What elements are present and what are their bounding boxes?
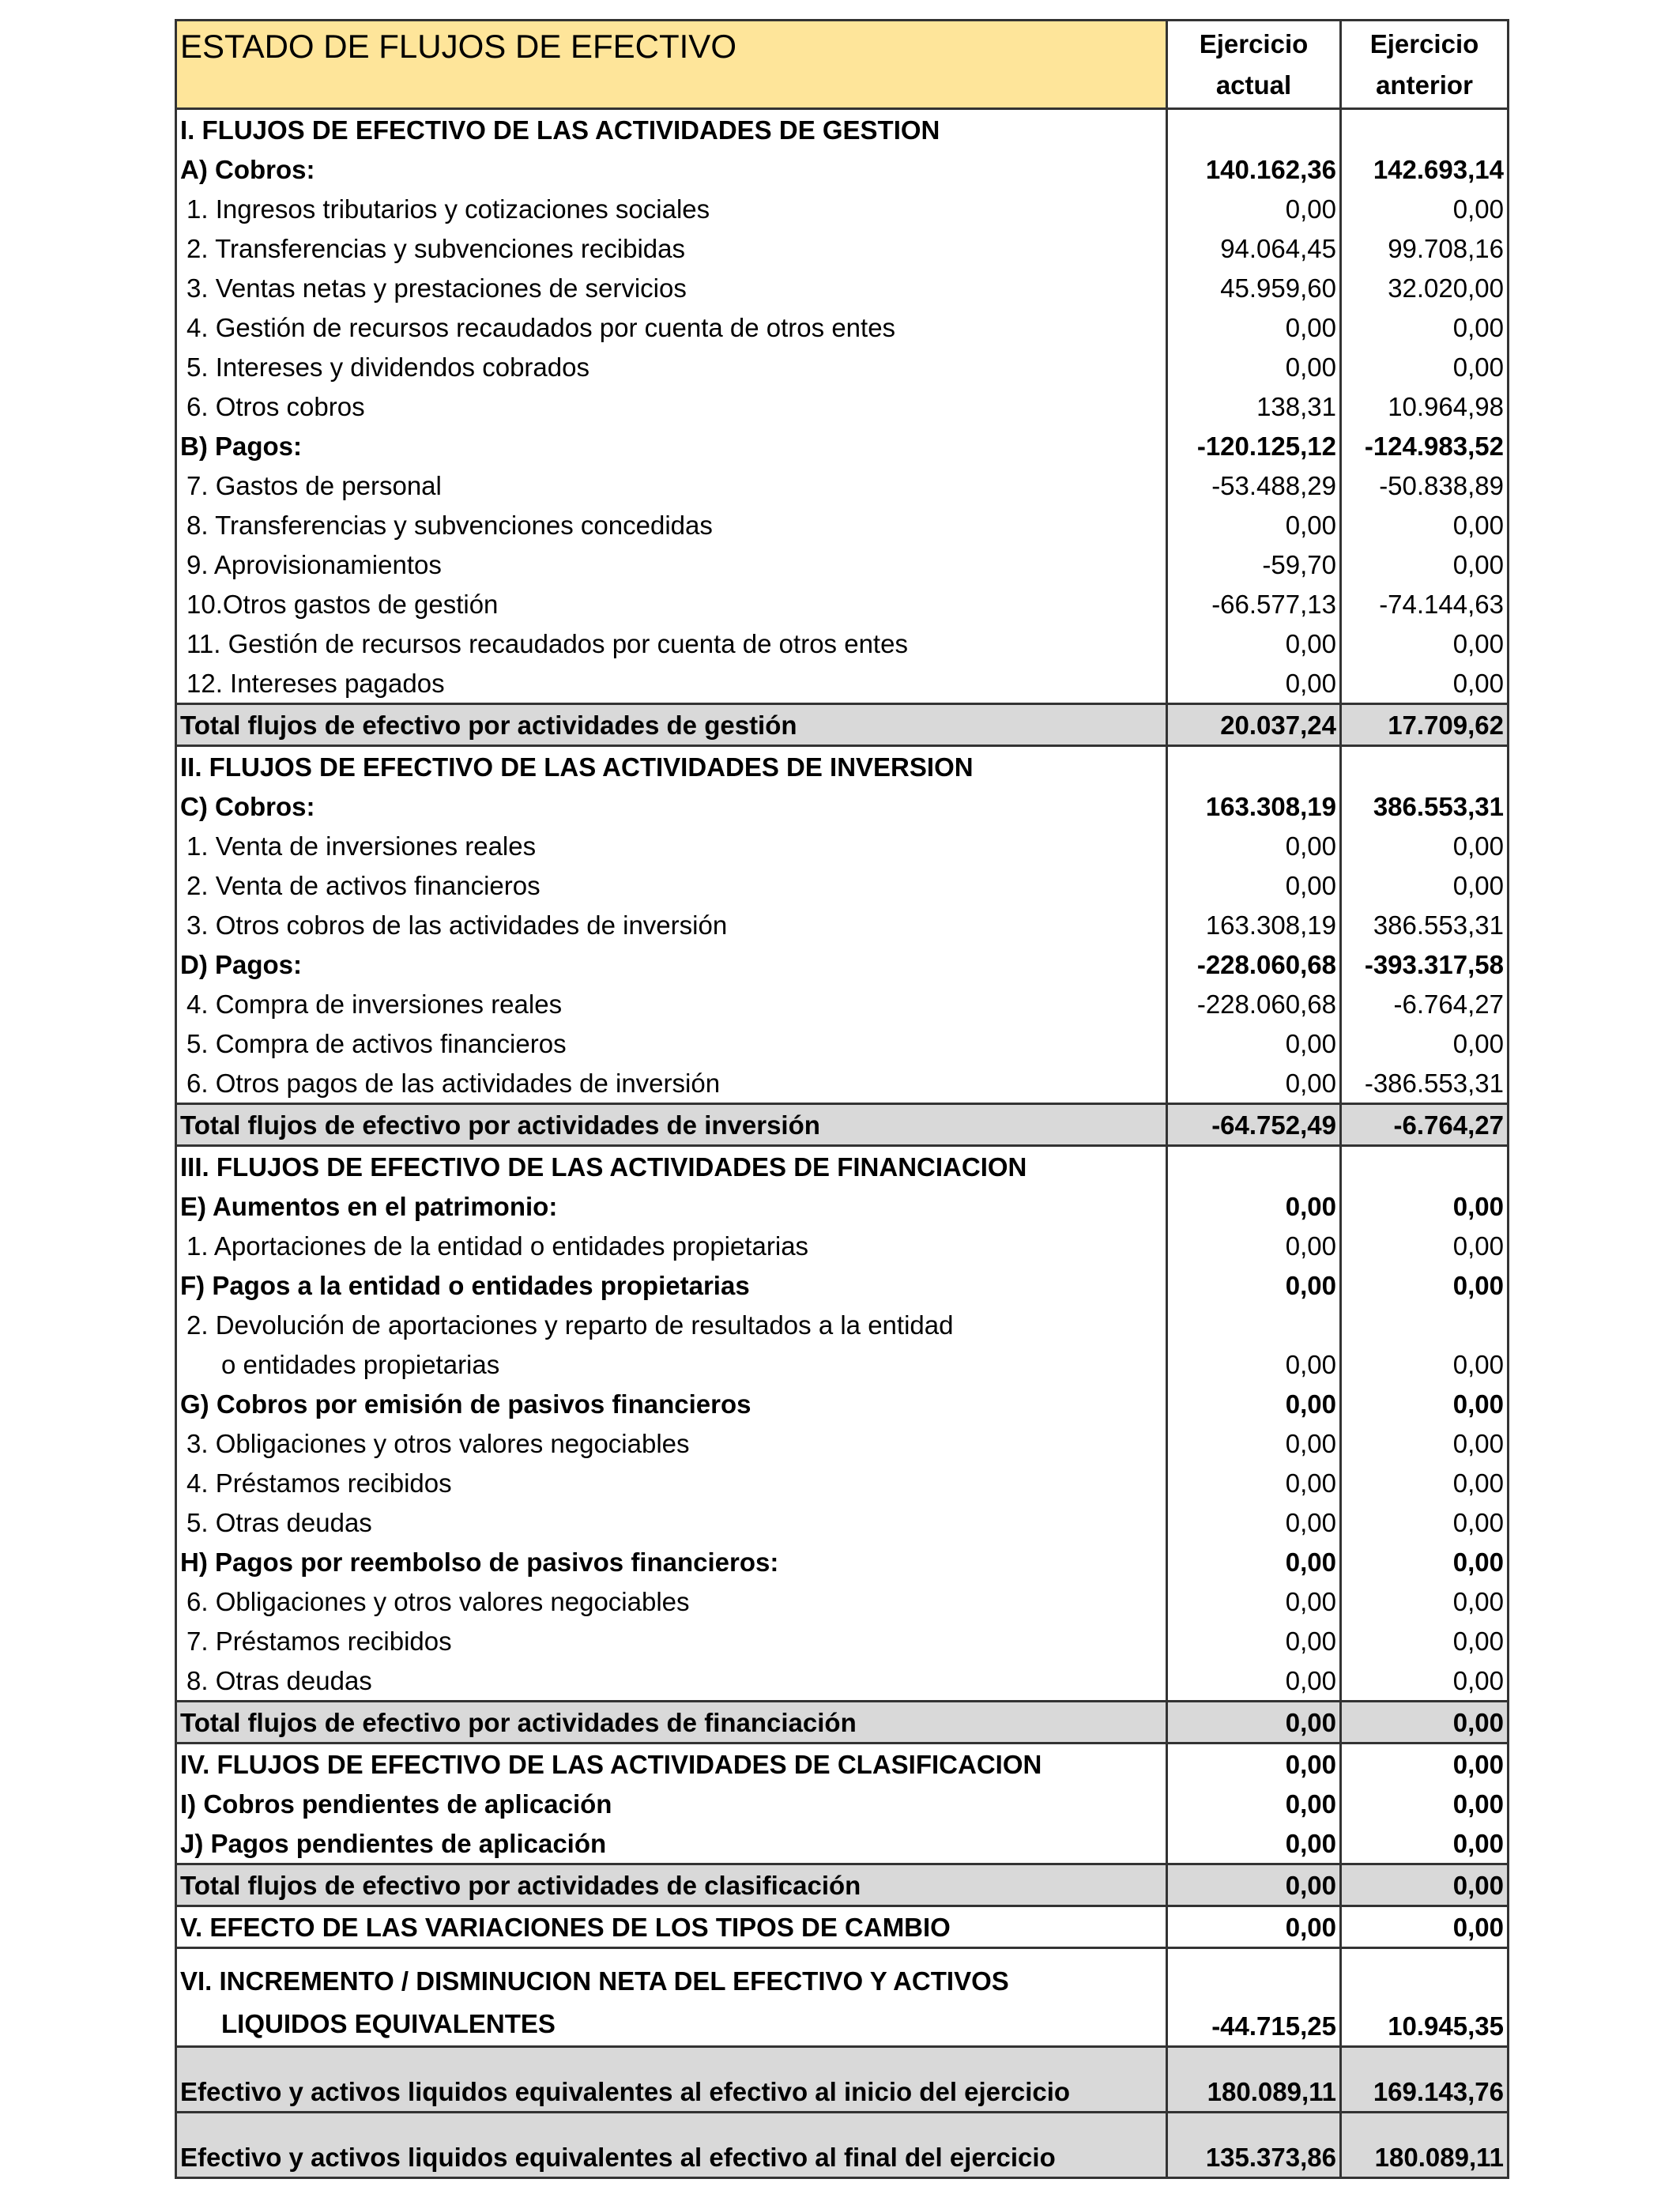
value-previous: 0,00 [1341,505,1509,545]
row-label: 11. Gestión de recursos recaudados por cuenta de otros entes [176,624,1167,663]
row-label: I. FLUJOS DE EFECTIVO DE LAS ACTIVIDADES DE GESTION [176,109,1167,150]
table-row [176,2047,1509,2113]
table-row [176,1542,1509,1581]
value-current: 0,00 [1167,1744,1341,1785]
row-label: 12. Intereses pagados [176,663,1167,704]
table-row [176,1661,1509,1702]
value-previous: 0,00 [1341,307,1509,347]
table-row [176,1502,1509,1542]
row-label: 1. Aportaciones de la entidad o entidades propietarias [176,1226,1167,1265]
value-current: 0,00 [1167,189,1341,228]
table-row [176,1864,1509,1906]
value-previous: 10.964,98 [1341,386,1509,426]
value-previous: 10.945,35 [1341,1948,1509,2047]
value-previous: 0,00 [1341,1702,1509,1744]
value-previous: 0,00 [1341,1226,1509,1265]
value-previous: 32.020,00 [1341,268,1509,307]
value-current: -228.060,68 [1167,944,1341,984]
table-row [176,189,1509,228]
header-row [176,21,1509,109]
table-row [176,426,1509,466]
row-label: 2. Devolución de aportaciones y reparto de resultados a la entidad [176,1305,1167,1344]
value-previous: 0,00 [1341,1344,1509,1384]
value-previous: 0,00 [1341,1581,1509,1621]
table-row [176,1063,1509,1104]
value-previous: 0,00 [1341,1784,1509,1823]
value-previous: -393.317,58 [1341,944,1509,984]
table-row [176,624,1509,663]
table-row [176,1344,1509,1384]
cash-flow-statement [175,19,1507,2179]
value-previous: -74.144,63 [1341,584,1509,624]
table-row [176,505,1509,545]
table-row [176,786,1509,826]
value-current: 0,00 [1167,1502,1341,1542]
row-label: Total flujos de efectivo por actividades de gestión [176,704,1167,746]
row-label: 3. Ventas netas y prestaciones de servicios [176,268,1167,307]
value-current: 0,00 [1167,1226,1341,1265]
col-header-current: Ejercicio actual [1167,21,1341,109]
value-previous: 0,00 [1341,1423,1509,1463]
row-label: 9. Aprovisionamientos [176,545,1167,584]
value-current: -120.125,12 [1167,426,1341,466]
table-row [176,466,1509,505]
value-previous [1341,109,1509,150]
table-row [176,545,1509,584]
value-previous: 169.143,76 [1341,2047,1509,2113]
row-label: II. FLUJOS DE EFECTIVO DE LAS ACTIVIDADES DE INVERSION [176,746,1167,787]
page-title: ESTADO DE FLUJOS DE EFECTIVO [176,21,1167,109]
row-label-line2: LIQUIDOS EQUIVALENTES [221,2009,556,2038]
value-current: 0,00 [1167,826,1341,865]
value-previous: 0,00 [1341,1542,1509,1581]
row-label: 6. Otros pagos de las actividades de inversión [176,1063,1167,1104]
table-row [176,826,1509,865]
table-row [176,386,1509,426]
row-label: 7. Gastos de personal [176,466,1167,505]
value-current: -59,70 [1167,545,1341,584]
table-row [176,1906,1509,1948]
table-row [176,109,1509,150]
row-label: Total flujos de efectivo por actividades de financiación [176,1702,1167,1744]
col-header-previous: Ejercicio anterior [1341,21,1509,109]
row-label: G) Cobros por emisión de pasivos financieros [176,1384,1167,1423]
value-current: 0,00 [1167,1423,1341,1463]
value-previous: 0,00 [1341,545,1509,584]
value-previous: 0,00 [1341,1186,1509,1226]
value-previous: 0,00 [1341,1864,1509,1906]
value-current: -66.577,13 [1167,584,1341,624]
row-label: B) Pagos: [176,426,1167,466]
table-row [176,1023,1509,1063]
value-current: 0,00 [1167,1023,1341,1063]
row-label: 8. Otras deudas [176,1661,1167,1702]
value-current [1167,746,1341,787]
table-row [176,663,1509,704]
row-label: 5. Compra de activos financieros [176,1023,1167,1063]
value-current: 0,00 [1167,1661,1341,1702]
row-label: 3. Obligaciones y otros valores negociables [176,1423,1167,1463]
value-previous: -50.838,89 [1341,466,1509,505]
value-previous: 0,00 [1341,865,1509,905]
row-label: F) Pagos a la entidad o entidades propietarias [176,1265,1167,1305]
row-label: 1. Ingresos tributarios y cotizaciones sociales [176,189,1167,228]
table-row [176,984,1509,1023]
value-previous: 0,00 [1341,663,1509,704]
value-current: 0,00 [1167,1384,1341,1423]
table-row [176,347,1509,386]
row-label: Efectivo y activos liquidos equivalentes al efectivo al inicio del ejercicio [176,2047,1167,2113]
row-label: 4. Gestión de recursos recaudados por cuenta de otros entes [176,307,1167,347]
table-row [176,1784,1509,1823]
value-previous: 17.709,62 [1341,704,1509,746]
row-label: o entidades propietarias [176,1344,1167,1384]
row-label: I) Cobros pendientes de aplicación [176,1784,1167,1823]
value-previous: 0,00 [1341,1502,1509,1542]
value-previous: 0,00 [1341,1023,1509,1063]
table-row [176,1463,1509,1502]
row-label: C) Cobros: [176,786,1167,826]
row-label: A) Cobros: [176,149,1167,189]
value-current: 0,00 [1167,1864,1341,1906]
value-current: 138,31 [1167,386,1341,426]
value-previous: 386.553,31 [1341,905,1509,944]
value-current: 180.089,11 [1167,2047,1341,2113]
row-label: 8. Transferencias y subvenciones concedidas [176,505,1167,545]
table-row [176,1146,1509,1187]
table-row [176,1384,1509,1423]
table-row [176,1581,1509,1621]
value-current: 94.064,45 [1167,228,1341,268]
value-current: -228.060,68 [1167,984,1341,1023]
row-label: 2. Venta de activos financieros [176,865,1167,905]
value-current: 0,00 [1167,505,1341,545]
row-label: Efectivo y activos liquidos equivalentes al efectivo al final del ejercicio [176,2113,1167,2178]
value-current: 0,00 [1167,1344,1341,1384]
value-previous [1341,1146,1509,1187]
value-current: 0,00 [1167,1621,1341,1661]
value-current: 0,00 [1167,1463,1341,1502]
row-label: IV. FLUJOS DE EFECTIVO DE LAS ACTIVIDADES DE CLASIFICACION [176,1744,1167,1785]
table-row [176,1186,1509,1226]
value-current: 0,00 [1167,1784,1341,1823]
row-label: 4. Préstamos recibidos [176,1463,1167,1502]
row-label: Total flujos de efectivo por actividades de inversión [176,1104,1167,1146]
value-previous: 0,00 [1341,624,1509,663]
value-previous: 0,00 [1341,1661,1509,1702]
table-row [176,1104,1509,1146]
value-previous: 0,00 [1341,826,1509,865]
cash-flow-table [175,19,1509,2179]
value-previous: 0,00 [1341,1265,1509,1305]
row-label: 10.Otros gastos de gestión [176,584,1167,624]
value-current: 0,00 [1167,1581,1341,1621]
row-label: 6. Obligaciones y otros valores negociables [176,1581,1167,1621]
row-label: J) Pagos pendientes de aplicación [176,1823,1167,1864]
value-previous: 99.708,16 [1341,228,1509,268]
row-label: III. FLUJOS DE EFECTIVO DE LAS ACTIVIDADES DE FINANCIACION [176,1146,1167,1187]
row-label: E) Aumentos en el patrimonio: [176,1186,1167,1226]
value-current: 0,00 [1167,865,1341,905]
value-current: 0,00 [1167,624,1341,663]
table-row [176,307,1509,347]
value-current [1167,1146,1341,1187]
value-previous [1341,1305,1509,1344]
value-current: 0,00 [1167,1823,1341,1864]
value-current: 163.308,19 [1167,905,1341,944]
value-current [1167,109,1341,150]
value-current: 0,00 [1167,347,1341,386]
value-previous: 0,00 [1341,1463,1509,1502]
table-row [176,1265,1509,1305]
value-current: -64.752,49 [1167,1104,1341,1146]
value-previous: 0,00 [1341,189,1509,228]
table-row [176,1744,1509,1785]
row-label: 5. Otras deudas [176,1502,1167,1542]
value-current: -53.488,29 [1167,466,1341,505]
row-label: V. EFECTO DE LAS VARIACIONES DE LOS TIPOS DE CAMBIO [176,1906,1167,1948]
row-label: Total flujos de efectivo por actividades de clasificación [176,1864,1167,1906]
value-current [1167,1305,1341,1344]
table-row [176,746,1509,787]
value-previous: 0,00 [1341,1384,1509,1423]
row-label: 1. Venta de inversiones reales [176,826,1167,865]
value-previous [1341,746,1509,787]
value-current: -44.715,25 [1167,1948,1341,2047]
value-current: 20.037,24 [1167,704,1341,746]
value-previous: 0,00 [1341,1621,1509,1661]
value-previous: -6.764,27 [1341,1104,1509,1146]
table-row [176,268,1509,307]
table-row [176,1948,1509,2047]
table-row [176,149,1509,189]
table-row [176,1702,1509,1744]
table-row [176,944,1509,984]
row-label [176,1948,1167,2047]
value-current: 0,00 [1167,1542,1341,1581]
row-label: 6. Otros cobros [176,386,1167,426]
row-label: 2. Transferencias y subvenciones recibidas [176,228,1167,268]
table-row [176,1621,1509,1661]
table-row [176,905,1509,944]
value-previous: -6.764,27 [1341,984,1509,1023]
value-current: 135.373,86 [1167,2113,1341,2178]
table-row [176,584,1509,624]
table-row [176,1226,1509,1265]
value-previous: 0,00 [1341,1906,1509,1948]
table-row [176,865,1509,905]
value-previous: 0,00 [1341,1823,1509,1864]
value-previous: 386.553,31 [1341,786,1509,826]
table-row [176,1423,1509,1463]
row-label: H) Pagos por reembolso de pasivos financieros: [176,1542,1167,1581]
value-current: 140.162,36 [1167,149,1341,189]
value-current: 0,00 [1167,1186,1341,1226]
row-label: 4. Compra de inversiones reales [176,984,1167,1023]
value-current: 45.959,60 [1167,268,1341,307]
row-label: 7. Préstamos recibidos [176,1621,1167,1661]
row-label-line1: VI. INCREMENTO / DISMINUCION NETA DEL EFECTIVO Y ACTIVOS [180,1966,1009,1996]
value-previous: 0,00 [1341,1744,1509,1785]
table-row [176,704,1509,746]
row-label: 5. Intereses y dividendos cobrados [176,347,1167,386]
value-current: 163.308,19 [1167,786,1341,826]
table-row [176,228,1509,268]
value-current: 0,00 [1167,1702,1341,1744]
value-current: 0,00 [1167,1265,1341,1305]
value-previous: -124.983,52 [1341,426,1509,466]
value-current: 0,00 [1167,663,1341,704]
row-label: D) Pagos: [176,944,1167,984]
table-row [176,1823,1509,1864]
table-row [176,1305,1509,1344]
value-previous: 142.693,14 [1341,149,1509,189]
row-label: 3. Otros cobros de las actividades de inversión [176,905,1167,944]
value-previous: 0,00 [1341,347,1509,386]
value-current: 0,00 [1167,1063,1341,1104]
value-current: 0,00 [1167,307,1341,347]
value-previous: -386.553,31 [1341,1063,1509,1104]
value-previous: 180.089,11 [1341,2113,1509,2178]
table-row [176,2113,1509,2178]
value-current: 0,00 [1167,1906,1341,1948]
